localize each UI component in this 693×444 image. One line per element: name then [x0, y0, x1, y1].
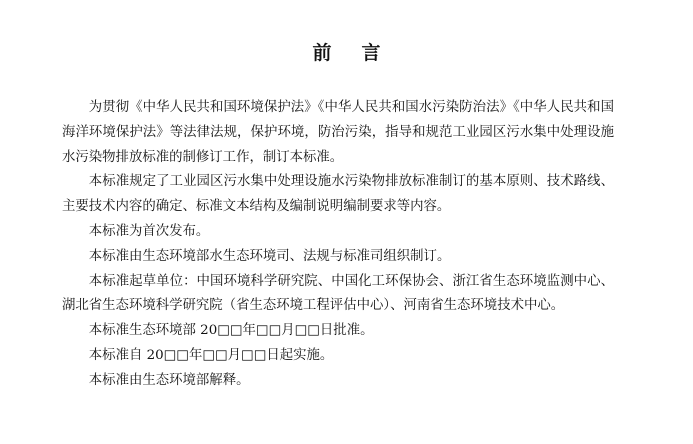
paragraph-interpretation: 本标准由生态环境部解释。 [88, 372, 250, 388]
paragraph-organizer: 本标准由生态环境部水生态环境司、法规与标准司组织制订。 [88, 248, 451, 264]
paragraph-approval: 本标准生态环境部 20□□年□□月□□日批准。 [88, 323, 374, 339]
paragraph-purpose: 为贯彻《中华人民共和国环境保护法》《中华人民共和国水污染防治法》《中华人民共和国海洋环境保护法》等法律法规，保护环境，防治污染，指导和规范工业园区污水集中处理设施水污染物排放标准的制修订工作，制订本标准。 [62, 100, 614, 165]
paragraph-first-release: 本标准为首次发布。 [88, 223, 210, 239]
paragraph-scope: 本标准规定了工业园区污水集中处理设施水污染物排放标准制订的基本原则、技术路线、主要技术内容的确定、标准文本结构及编制说明编制要求等内容。 [62, 174, 614, 215]
paragraph-drafting-units: 本标准起草单位：中国环境科学研究院、中国化工环保协会、浙江省生态环境监测中心、湖北省生态环境科学研究院（省生态环境工程评估中心）、河南省生态环境技术中心。 [62, 273, 614, 314]
paragraph-implementation: 本标准自 20□□年□□月□□日起实施。 [88, 347, 334, 363]
page-title: 前言 [312, 42, 411, 64]
document-body [62, 96, 614, 394]
